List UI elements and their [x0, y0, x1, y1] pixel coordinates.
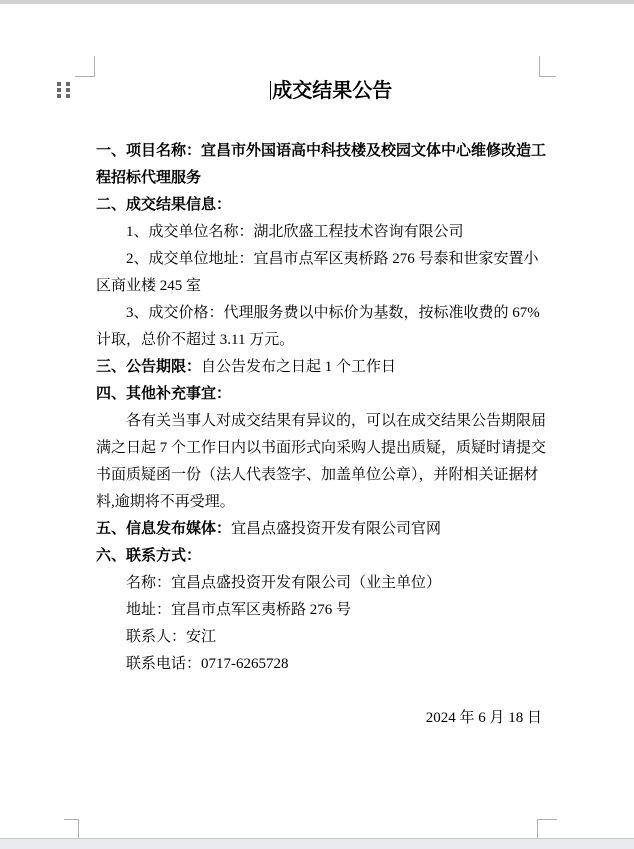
- doc-line[interactable]: [96, 489, 542, 516]
- doc-text: 自公告发布之日起 1 个工作日: [201, 359, 397, 375]
- doc-line[interactable]: [96, 354, 542, 381]
- page-bottom-edge-band: [0, 838, 634, 849]
- doc-text: 2024 年 6 月 18 日: [425, 710, 542, 726]
- document-title-text: 成交结果公告: [272, 80, 393, 102]
- margin-mark-bottom-left-icon: [64, 819, 79, 840]
- doc-text: 宜昌点盛投资开发有限公司官网: [231, 521, 442, 537]
- doc-line[interactable]: [96, 165, 542, 192]
- doc-line[interactable]: [96, 462, 542, 489]
- doc-text-bold: 程招标代理服务: [96, 170, 202, 186]
- doc-text: 区商业楼 245 室: [96, 278, 202, 294]
- doc-line[interactable]: [96, 138, 547, 165]
- doc-line[interactable]: [96, 624, 542, 651]
- doc-line[interactable]: [96, 651, 542, 678]
- doc-text: 联系电话：0717-6265728: [126, 656, 289, 672]
- margin-mark-top-right-icon: [539, 56, 556, 77]
- doc-line[interactable]: [96, 597, 542, 624]
- doc-line[interactable]: [96, 408, 547, 435]
- doc-line[interactable]: [96, 300, 542, 327]
- doc-line[interactable]: [96, 543, 542, 570]
- doc-text-bold: 三、公告期限：: [96, 359, 202, 375]
- drag-handle-dot: [57, 82, 61, 86]
- doc-text-bold: 一、项目名称：宜昌市外国语高中科技楼及校园文体中心维修改造工: [96, 143, 547, 159]
- doc-text-bold: 五、信息发布媒体：: [96, 521, 232, 537]
- doc-text-bold: 六、联系方式：: [96, 548, 202, 564]
- doc-text: 2、成交单位地址：宜昌市点军区夷桥路 276 号泰和世家安置小: [126, 251, 539, 267]
- doc-text: 地址：宜昌市点军区夷桥路 276 号: [126, 602, 352, 618]
- document-page-content[interactable]: [96, 76, 547, 732]
- doc-text: 计取，总价不超过 3.11 万元。: [96, 332, 295, 348]
- drag-handle-icon[interactable]: [57, 82, 70, 98]
- doc-text: 名称：宜昌点盛投资开发有限公司（业主单位）: [126, 575, 442, 591]
- drag-handle-dot: [57, 94, 61, 98]
- drag-handle-dot: [57, 88, 61, 92]
- doc-line[interactable]: [96, 327, 542, 354]
- doc-blank-line[interactable]: [96, 678, 542, 705]
- doc-text: 各有关当事人对成交结果有异议的，可以在成交结果公告期限届: [126, 413, 547, 429]
- doc-line[interactable]: [96, 246, 542, 273]
- doc-text: 1、成交单位名称：湖北欣盛工程技术咨询有限公司: [126, 224, 464, 240]
- doc-text: 料,逾期将不再受理。: [96, 494, 235, 510]
- doc-line[interactable]: [96, 570, 542, 597]
- doc-line[interactable]: [96, 435, 547, 462]
- drag-handle-dot: [66, 88, 70, 92]
- doc-text: 联系人：安江: [126, 629, 217, 645]
- doc-line[interactable]: [96, 219, 542, 246]
- doc-text: 书面质疑函一份（法人代表签字、加盖单位公章），并附相关证据材: [96, 467, 539, 483]
- margin-mark-top-left-icon: [75, 56, 95, 77]
- doc-line[interactable]: [96, 705, 542, 732]
- drag-handle-dot: [66, 94, 70, 98]
- doc-line[interactable]: [96, 273, 542, 300]
- doc-text-bold: 二、成交结果信息：: [96, 197, 232, 213]
- document-body[interactable]: [96, 138, 547, 732]
- page-top-edge-band: [0, 0, 634, 4]
- doc-line[interactable]: [96, 381, 542, 408]
- doc-text-bold: 四、其他补充事宜：: [96, 386, 232, 402]
- margin-mark-bottom-right-icon: [537, 819, 557, 840]
- doc-text: 3、成交价格：代理服务费以中标价为基数，按标准收费的 67%: [126, 305, 540, 321]
- doc-line[interactable]: [96, 192, 542, 219]
- drag-handle-dot: [66, 82, 70, 86]
- doc-text: 满之日起 7 个工作日内以书面形式向采购人提出质疑，质疑时请提交: [96, 440, 547, 456]
- doc-line[interactable]: [96, 516, 542, 543]
- document-title[interactable]: [96, 76, 542, 106]
